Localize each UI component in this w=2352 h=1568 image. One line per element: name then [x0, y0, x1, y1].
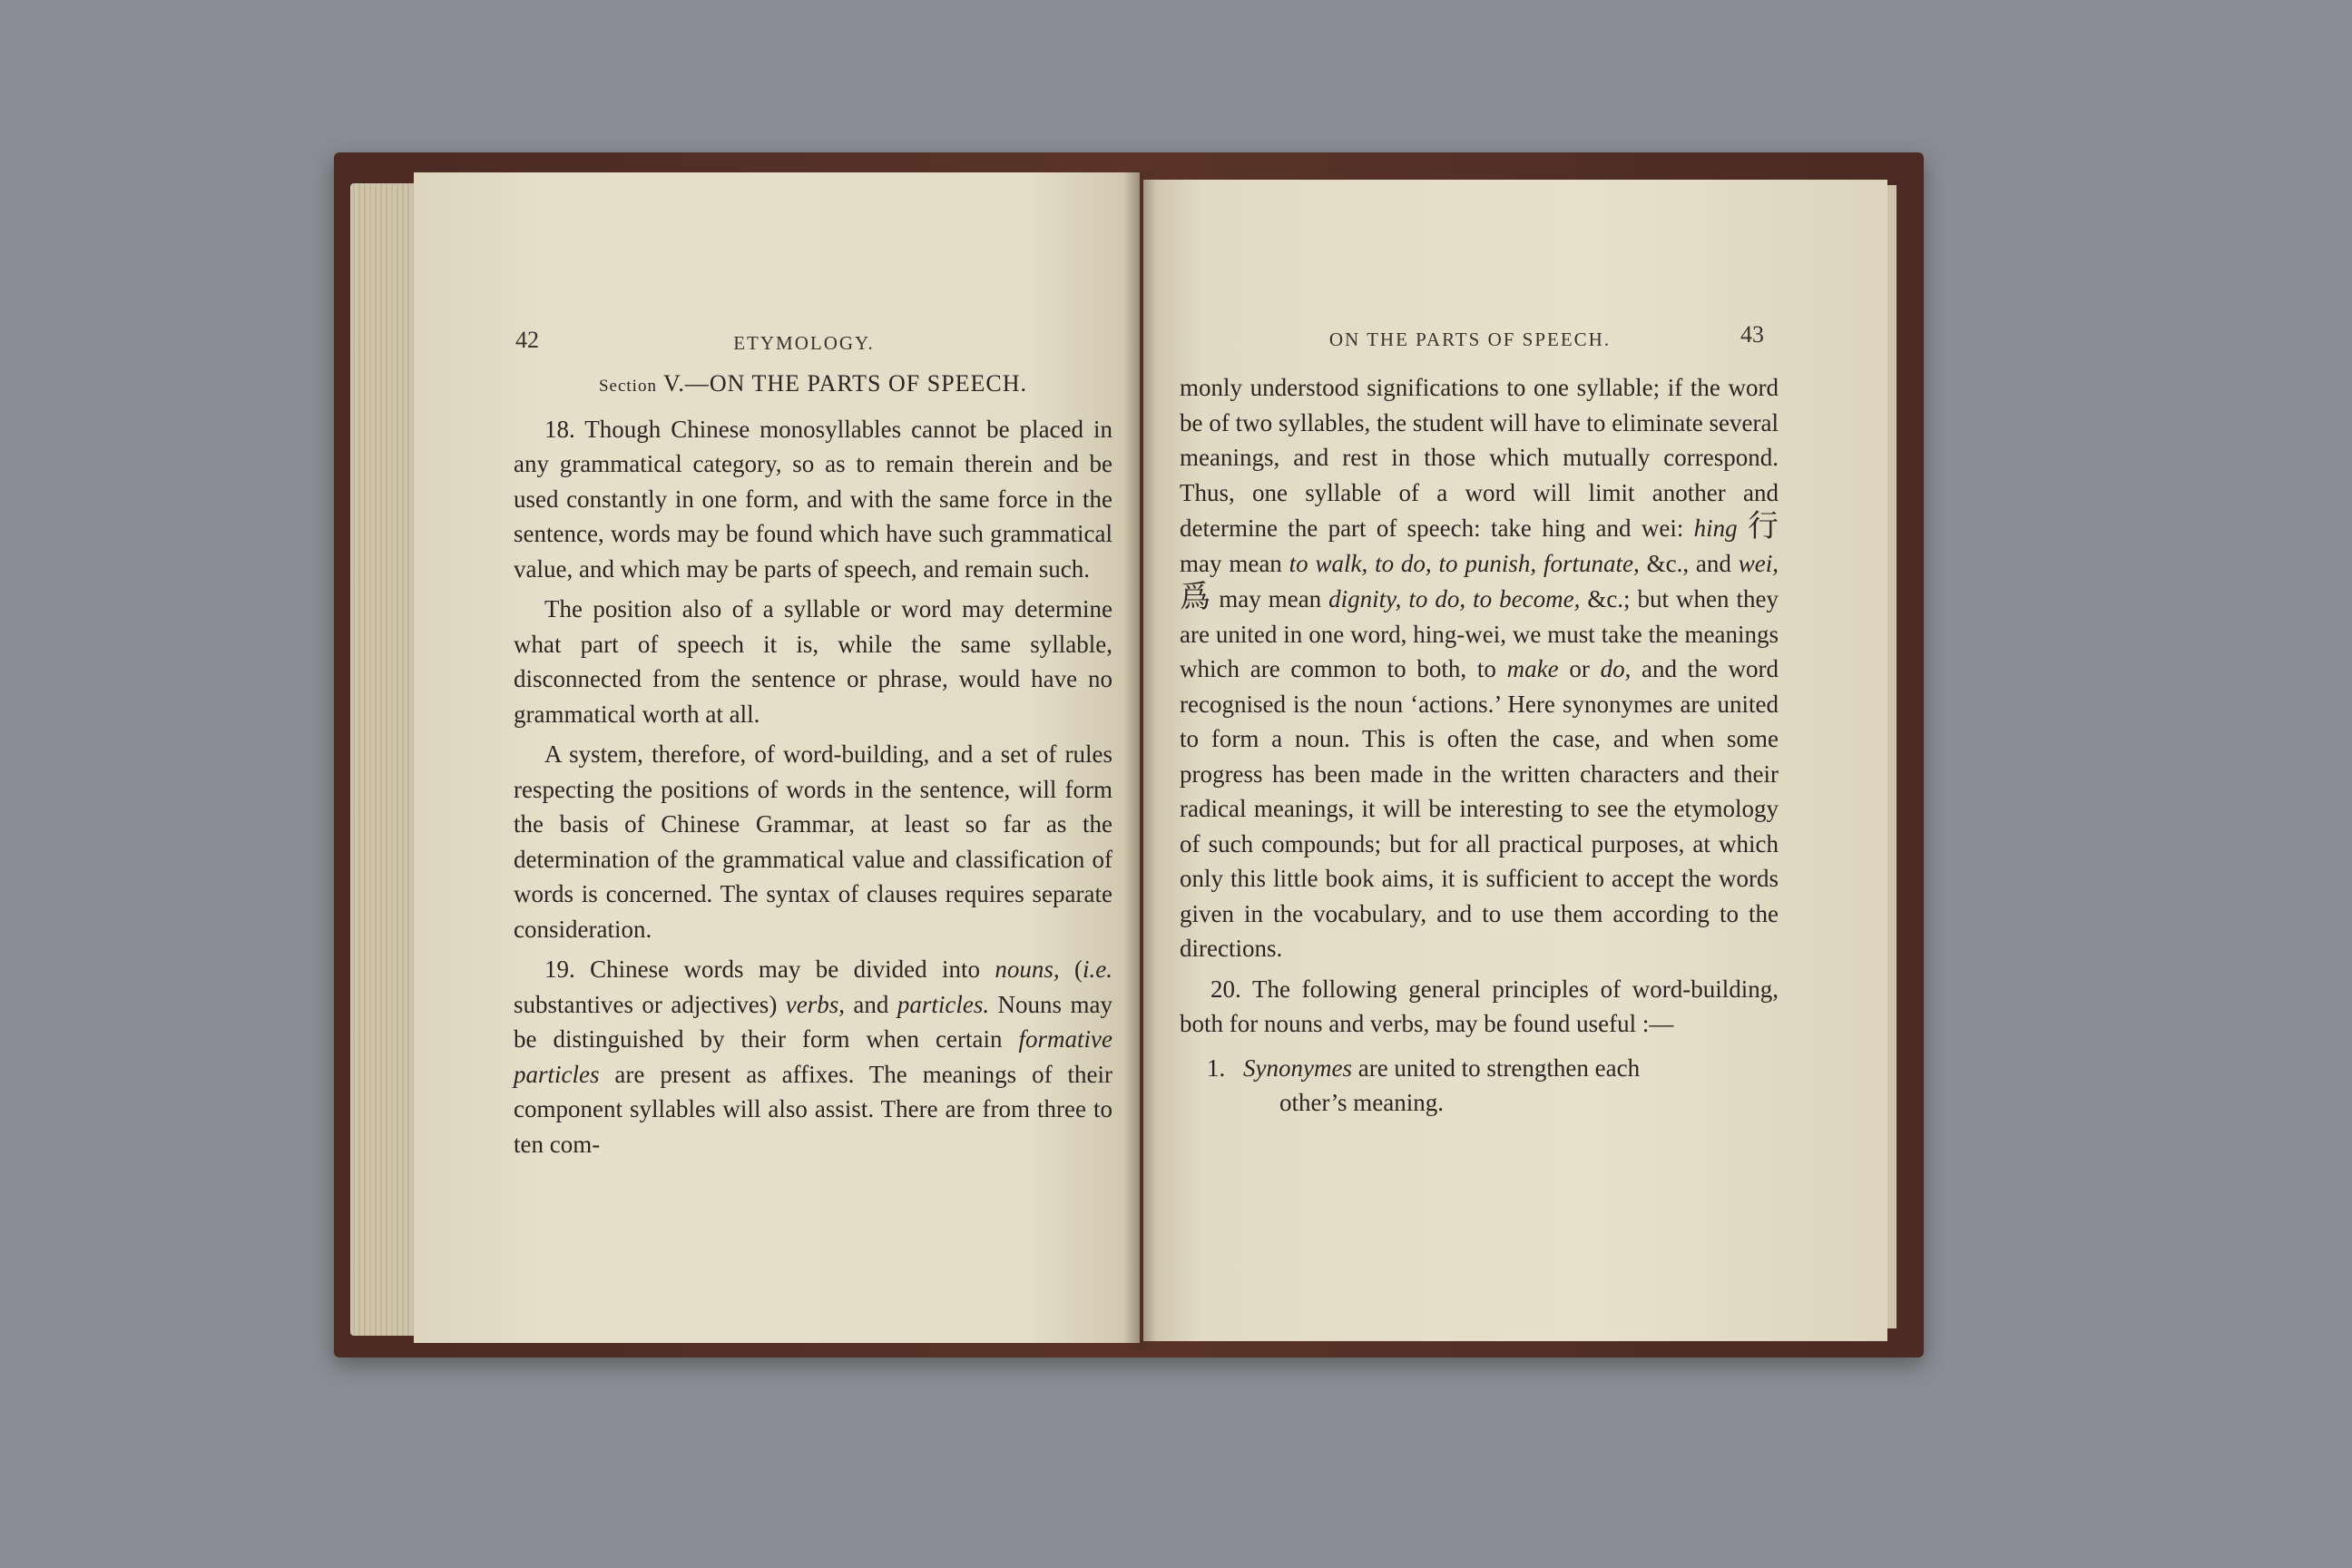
list-item-1-continued: other’s meaning.	[1279, 1089, 1444, 1116]
cont-text-g: and the word recognised is the noun ‘actions.’ Here synonymes are united to form a noun. This is often the case, and when some progress has been made in the written characters and their radical meanings, it will be interesting to see the etymology of such compounds; but for all practical purposes, at which only this little book aims, it is sufficient to accept the words given in the vocabulary, and to use them according to the directions.	[1180, 655, 1779, 962]
paragraph-18: 18. Though Chinese monosyllables cannot be placed in any grammatical category, so as to remain therein and be used constantly in one form, and with the same force in the sentence, words may be found which have such grammatical value, and which may be parts of speech, and remain such.	[514, 415, 1112, 583]
p19-text-d: and	[844, 990, 897, 1018]
left-page	[414, 172, 1140, 1343]
cont-hing: hing	[1693, 514, 1738, 542]
p19-verbs: verbs,	[785, 990, 845, 1018]
running-head-left: ETYMOLOGY.	[733, 332, 875, 354]
paragraph-20: 20. The following general principles of word-building, both for nouns and verbs, may be found useful :—	[1180, 975, 1779, 1037]
chinese-char-wei: 爲	[1180, 581, 1212, 614]
book-gutter	[1123, 171, 1156, 1350]
right-page	[1143, 180, 1887, 1341]
section-heading-title: V.—ON THE PARTS OF SPEECH.	[656, 370, 1028, 397]
open-book	[334, 152, 1924, 1357]
paragraph-system: A system, therefore, of word-building, and a set of rules respecting the positions of words in the sentence, will form the basis of Chinese Grammar, at least so far as the determination of the grammatical value and classification of words is concerned. The syntax of clauses requires separate consideration.	[514, 740, 1112, 943]
right-page-text	[1180, 370, 1779, 1121]
list-item-number: 1.	[1207, 1054, 1226, 1082]
list-item-text: are united to strengthen each	[1351, 1054, 1641, 1082]
p19-particles: particles.	[897, 990, 990, 1018]
chinese-char-hing: 行	[1748, 510, 1779, 544]
paragraph-position: The position also of a syllable or word may determine what part of speech it is, while the same syllable, disconnected from the sentence or phrase, would have no grammatical worth at all.	[514, 595, 1112, 728]
cont-text-f: or	[1558, 655, 1601, 682]
page-number-right: 43	[1740, 321, 1764, 348]
cont-wei: wei,	[1738, 549, 1779, 577]
cont-text-d: may mean	[1211, 585, 1329, 612]
list-item-term: Synonymes	[1243, 1054, 1352, 1082]
p19-nouns: nouns,	[995, 956, 1060, 983]
p19-text-a: 19. Chinese words may be divided into	[544, 956, 995, 983]
cont-text-e: &c.; but when they are united in one word, hing-wei, we must take the meanings which are common to both, to	[1180, 585, 1779, 682]
p19-text-c: substantives or adjectives)	[514, 990, 786, 1018]
cont-text-a: monly understood significations to one syllable; if the word be of two syllables, the student will have to eliminate several meanings, and rest in those which mutually correspond. Thus, one syllable of a word will limit another and determine the part of speech: take hing and wei:	[1180, 374, 1779, 542]
cont-make: make	[1506, 655, 1559, 682]
cont-wei-meanings: dignity, to do, to become,	[1328, 585, 1581, 612]
paragraph-19	[514, 952, 1112, 1161]
paragraph-continued	[1180, 370, 1779, 966]
running-head-right: ON THE PARTS OF SPEECH.	[1328, 328, 1612, 350]
section-heading-prefix: Section	[598, 377, 657, 396]
list-item-1	[1180, 1051, 1779, 1086]
p19-formative: formative particles	[514, 1025, 1112, 1088]
left-page-text	[514, 367, 1112, 1167]
page-number-left: 42	[515, 327, 539, 353]
section-heading	[514, 367, 1112, 405]
p19-text-b: (	[1059, 956, 1083, 983]
p19-text-e: Nouns may be distinguished by their form when certain	[514, 990, 1112, 1053]
page-edges-left	[350, 183, 423, 1336]
p19-text-f: are present as affixes. The meanings of their component syllables will also assist. There are from three to ten com-	[514, 1060, 1112, 1158]
cont-text-b: may mean	[1180, 549, 1289, 577]
cont-text-c: &c., and	[1639, 549, 1739, 577]
cont-hing-meanings: to walk, to do, to punish, fortunate,	[1289, 549, 1640, 577]
cont-do: do,	[1600, 655, 1632, 682]
p19-ie: i.e.	[1082, 956, 1112, 983]
